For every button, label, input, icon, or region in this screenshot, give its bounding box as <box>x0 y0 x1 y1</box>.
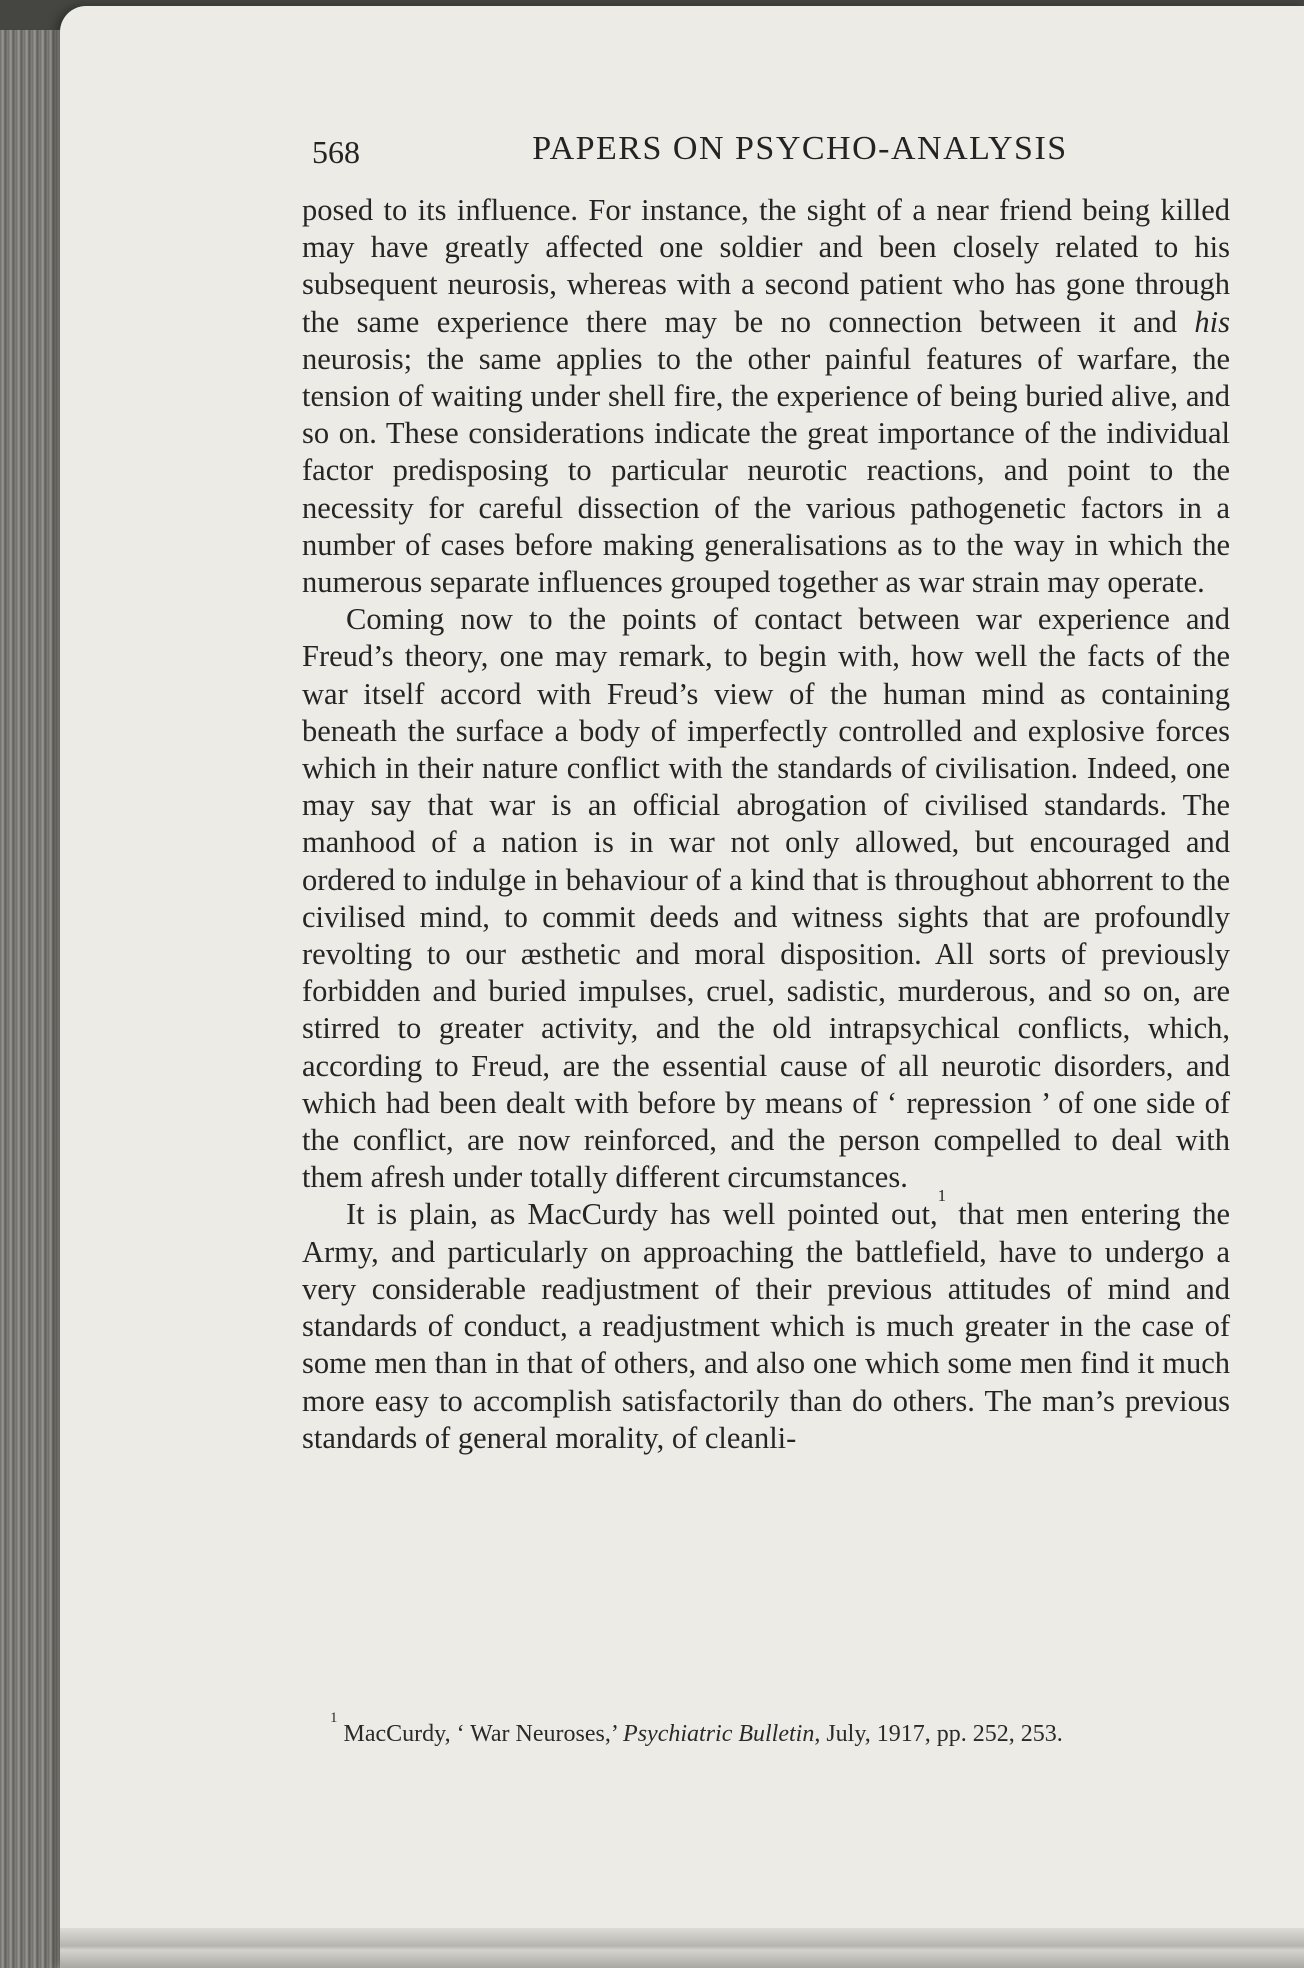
paragraph-1-emphasis: his <box>1194 304 1230 339</box>
footnote-text-a: MacCurdy, ‘ War Neuroses,’ <box>337 1721 624 1747</box>
paragraph-3 <box>302 1186 1231 1456</box>
footnote <box>290 1710 1190 1751</box>
book-bottom-edge <box>60 1928 1304 1968</box>
paragraph-2: Coming now to the points of contact between war experience and Freud’s theory, one may remark, to begin with, how well the facts of the war itself accord with Freud’s view of the human mind as containing beneath the surface a body of imperfectly controlled and explosive forces which in their nature conflict with the standards of civilisation. Indeed, one may say that war is an official abrogation of civilised standards. The manhood of a nation is in war not only allowed, but encouraged and ordered to indulge in behaviour of a kind that is throughout abhorrent to the civilised mind, to commit deeds and witness sights that are profoundly revolting to our æsthetic and moral disposition. All sorts of previously forbidden and buried impulses, cruel, sadistic, murderous, and so on, are stirred to greater activity, and the old intrapsychical conflicts, which, according to Freud, are the essential cause of all neurotic disorders, and which had been dealt with before by means of ‘ repression ’ of one side of the conflict, are now reinforced, and the person compelled to deal with them afresh under totally different circumstances. <box>302 602 1230 1195</box>
page-number: 568 <box>312 134 360 170</box>
body-text <box>302 192 1230 1457</box>
paragraph-3-text-a: It is plain, as MacCurdy has well pointed out, <box>346 1197 938 1232</box>
page-header <box>312 130 1228 186</box>
paragraph-1-text-b: neurosis; the same applies to the other painful features of warfare, the tension of waiting under shell fire, the experience of being buried alive, and so on. These considerations indicate the great importance of the individual factor predisposing to particular neurotic reactions, and point to the necessity for careful dissection of the various pathogenetic factors in a number of cases before making generalisations as to the way in which the numerous separate influences grouped together as war strain may operate. <box>302 341 1230 600</box>
paragraph-1-text-a: posed to its influence. For instance, the sight of a near friend being killed may have greatly affected one soldier and been closely related to his subsequent neurosis, whereas with a second patient who has gone through the same experience there may be no connection between it and <box>302 193 1230 339</box>
footnote-journal: Psychiatric Bulletin <box>623 1721 815 1747</box>
paragraph-3-text-b: that men entering the Army, and particularly on approaching the battlefield, have to undergo a very considerable readjustment of their previous attitudes of mind and standards of conduct, a readjustment which is much greater in the case of some men than in that of others, and also one which some men find it much more easy to accomplish satisfactorily than do others. The man’s previous standards of general morality, of cleanli- <box>302 1197 1231 1455</box>
footnote-number: 1 <box>330 1710 338 1726</box>
footnote-text-b: , July, 1917, pp. 252, 253. <box>814 1721 1063 1747</box>
running-head: PAPERS ON PSYCHO-ANALYSIS <box>532 130 1068 167</box>
footnote-reference[interactable]: 1 <box>937 1186 947 1206</box>
paragraph-1 <box>302 192 1230 601</box>
